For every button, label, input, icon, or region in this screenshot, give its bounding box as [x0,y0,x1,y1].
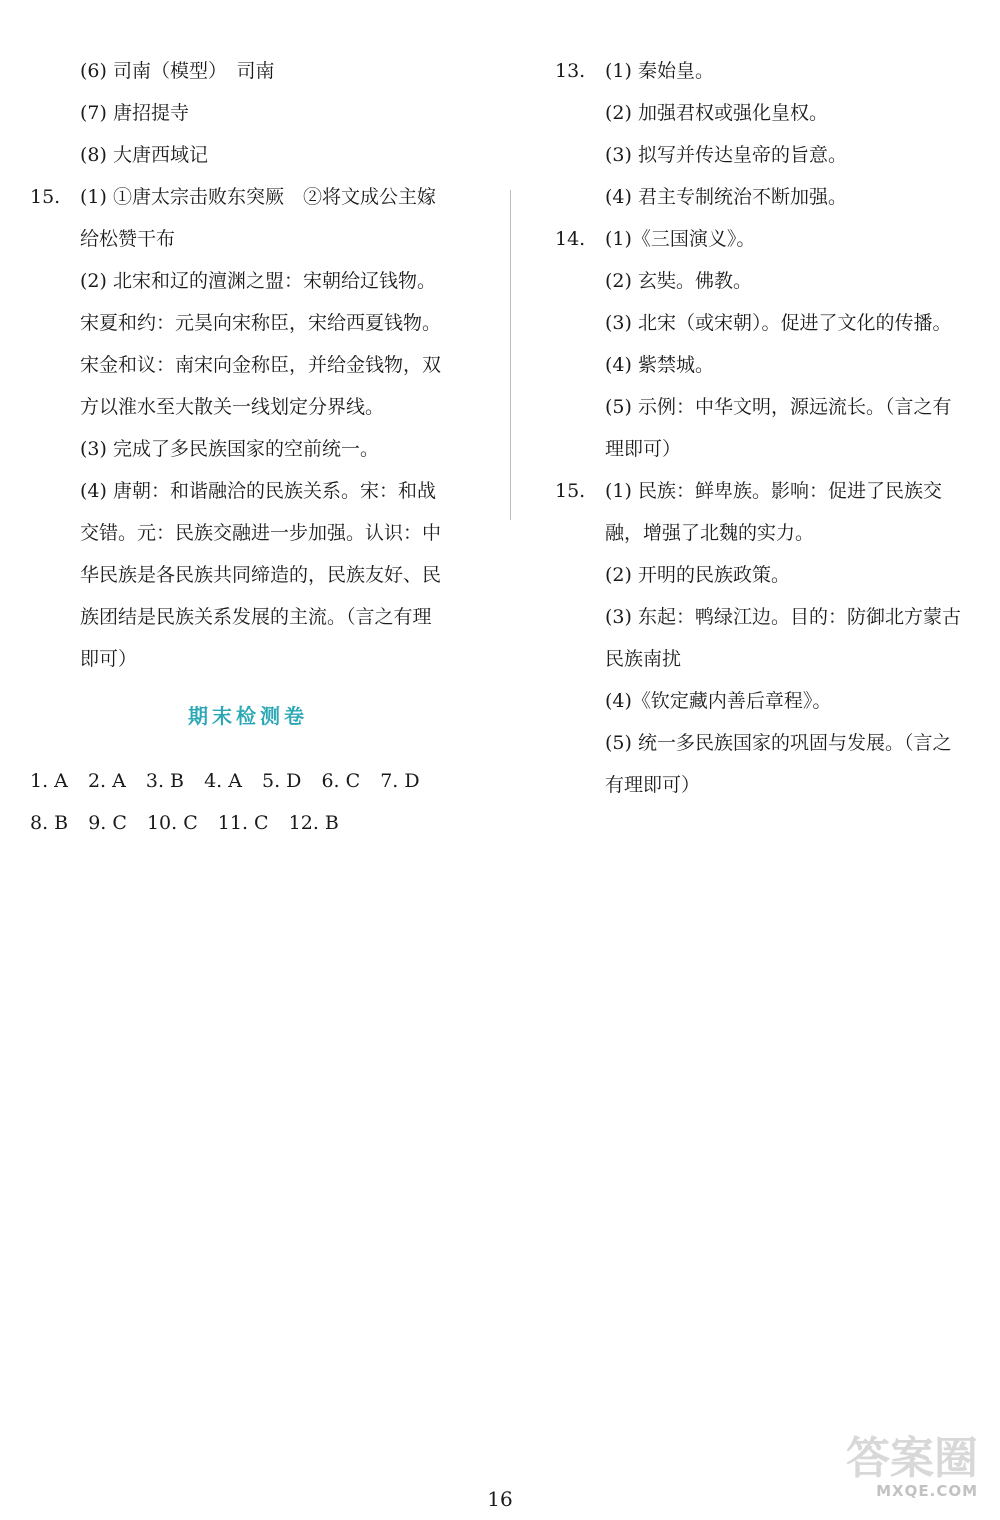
text-line: 有理即可） [605,774,701,796]
question-number: 14. [555,228,586,250]
answer-item: 7. D [380,770,420,792]
answer-item: 11. C [217,812,269,834]
watermark-logo [815,1420,990,1510]
text-line: (2) 加强君权或强化皇权。 [605,102,828,124]
answer-key [30,760,434,844]
text-line: (1) 民族：鲜卑族。影响：促进了民族交 [605,480,942,502]
text-line: 方以淮水至大散关一线划定分界线。 [80,396,385,418]
text-line: 给松赞干布 [80,228,176,250]
text-line: (4) 君主专制统治不断加强。 [605,186,847,208]
column-divider [510,190,511,520]
question-line [555,218,975,260]
watermark-text: 答案圈 [846,1433,978,1484]
right-column [555,50,975,806]
text-line: (3) 拟写并传达皇帝的旨意。 [605,144,847,166]
answer-item: 2. A [87,770,126,792]
text-line: (1) ①唐太宗击败东突厥 ②将文成公主嫁 [80,186,436,208]
text-line: 宋金和议：南宋向金称臣，并给金钱物，双 [80,354,442,376]
text-line: 华民族是各民族共同缔造的，民族友好、民 [80,564,442,586]
text-line: (4) 唐朝：和谐融洽的民族关系。宋：和战 [80,480,436,502]
text-line: (2) 北宋和辽的澶渊之盟：宋朝给辽钱物。 [80,270,436,292]
answer-item: 5. D [262,770,302,792]
text-line: (1)《三国演义》。 [605,228,756,250]
text-line: (7) 唐招提寺 [80,102,189,124]
answer-item: 1. A [30,770,68,792]
text-line: (4)《钦定藏内善后章程》。 [605,690,832,712]
text-line: (2) 玄奘。佛教。 [605,270,752,292]
answer-item: 6. C [321,770,361,792]
text-line: (1) 秦始皇。 [605,60,714,82]
text-line: (3) 完成了多民族国家的空前统一。 [80,438,379,460]
text-line: 即可） [80,648,138,670]
text-line: (3) 北宋（或宋朝）。促进了文化的传播。 [605,312,952,334]
watermark-url: MXQE.COM [876,1482,978,1500]
text-line: 族团结是民族关系发展的主流。（言之有理 [80,606,432,628]
text-line: 宋夏和约：元昊向宋称臣，宋给西夏钱物。 [80,312,442,334]
answer-row [30,802,434,844]
section-title: 期末检测卷 [188,704,308,728]
text-line: (3) 东起：鸭绿江边。目的：防御北方蒙古 [605,606,961,628]
text-line: 融，增强了北魏的实力。 [605,522,815,544]
answer-item: 3. B [145,770,185,792]
question-number: 15. [555,480,586,502]
question-line [555,50,975,92]
question-line [30,176,480,218]
text-line: (8) 大唐西域记 [80,144,208,166]
text-line: 民族南扰 [605,648,682,670]
text-line: 交错。元：民族交融进一步加强。认识：中 [80,522,442,544]
question-number: 15. [30,186,61,208]
left-column [30,50,480,680]
answer-item: 10. C [146,812,198,834]
page-number: 16 [487,1487,513,1511]
question-number: 13. [555,60,586,82]
answer-row [30,760,434,802]
text-line: (2) 开明的民族政策。 [605,564,790,586]
answer-item: 4. A [204,770,242,792]
answer-item: 8. B [30,812,69,834]
text-line: 理即可） [605,438,682,460]
text-line: (4) 紫禁城。 [605,354,714,376]
question-line [555,470,975,512]
text-line: (5) 示例：中华文明，源远流长。（言之有 [605,396,952,418]
answer-item: 12. B [288,812,339,834]
answer-item: 9. C [88,812,127,834]
text-line: (5) 统一多民族国家的巩固与发展。（言之 [605,732,952,754]
text-line: (6) 司南（模型） 司南 [80,60,275,82]
